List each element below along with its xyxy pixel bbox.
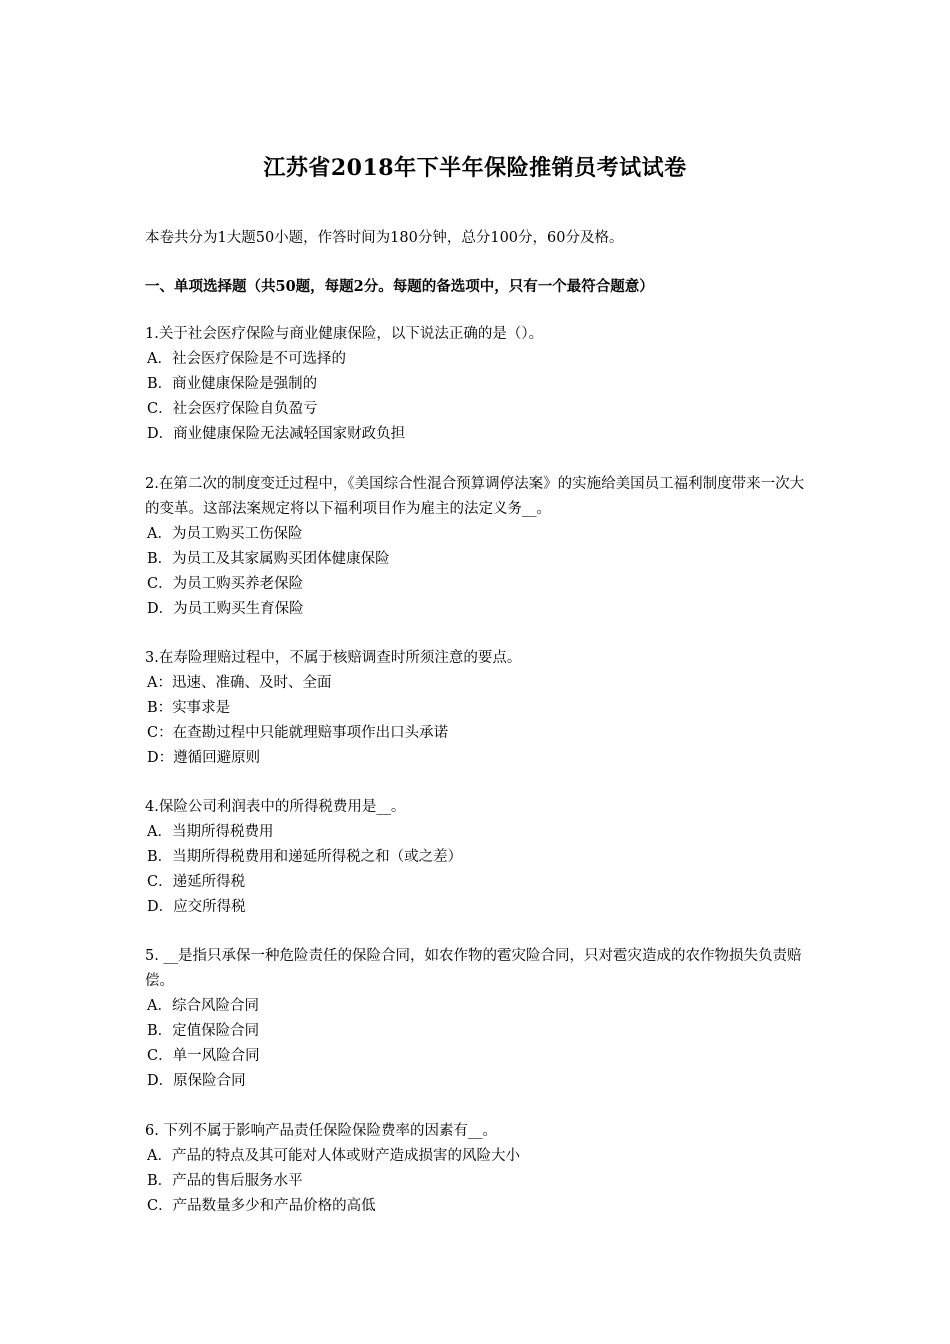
option-a: A：迅速、准确、及时、全面 <box>147 675 332 691</box>
document-title: 江苏省2018年下半年保险推销员考试试卷 <box>263 155 687 181</box>
question-stem: 4.保险公司利润表中的所得税费用是__。 <box>145 799 406 815</box>
option-a: A．社会医疗保险是不可选择的 <box>147 351 346 367</box>
option-a: A．综合风险合同 <box>147 998 259 1014</box>
question-2 <box>145 472 813 622</box>
question-stem: 2.在第二次的制度变迁过程中，《美国综合性混合预算调停法案》的实施给美国员工福利制度带来一次大的变革。这部法案规定将以下福利项目作为雇主的法定义务__。 <box>145 476 805 517</box>
option-c: C．产品数量多少和产品价格的高低 <box>147 1198 376 1214</box>
option-a: A．为员工购买工伤保险 <box>147 526 303 542</box>
option-d: D：遵循回避原则 <box>147 750 261 766</box>
option-c: C．递延所得税 <box>147 874 246 890</box>
exam-intro: 本卷共分为1大题50小题，作答时间为180分钟，总分100分，60分及格。 <box>145 230 624 246</box>
option-d: D．原保险合同 <box>147 1073 246 1089</box>
option-c: C．单一风险合同 <box>147 1048 260 1064</box>
question-3 <box>145 646 813 771</box>
question-stem: 5. __是指只承保一种危险责任的保险合同，如农作物的雹灾险合同，只对雹灾造成的农作物损失负责赔偿。 <box>145 948 802 989</box>
option-b: B：实事求是 <box>147 700 231 716</box>
question-stem: 3.在寿险理赔过程中，不属于核赔调查时所须注意的要点。 <box>145 650 522 666</box>
question-1 <box>145 322 813 447</box>
question-stem: 1.关于社会医疗保险与商业健康保险，以下说法正确的是（）。 <box>145 326 544 342</box>
question-4 <box>145 795 813 920</box>
option-d: D．为员工购买生育保险 <box>147 601 304 617</box>
option-b: B．商业健康保险是强制的 <box>147 376 318 392</box>
option-a: A．当期所得税费用 <box>147 824 274 840</box>
option-d: D．商业健康保险无法减轻国家财政负担 <box>147 426 406 442</box>
option-c: C：在查勘过程中只能就理赔事项作出口头承诺 <box>147 725 449 741</box>
option-d: D．应交所得税 <box>147 899 246 915</box>
question-6 <box>145 1119 813 1219</box>
option-b: B．为员工及其家属购买团体健康保险 <box>147 551 390 567</box>
question-5 <box>145 944 813 1094</box>
option-c: C．社会医疗保险自负盈亏 <box>147 401 318 417</box>
option-b: B．定值保险合同 <box>147 1023 260 1039</box>
option-c: C．为员工购买养老保险 <box>147 576 304 592</box>
section-heading: 一、单项选择题（共50题，每题2分。每题的备选项中，只有一个最符合题意） <box>145 278 654 295</box>
option-b: B．产品的售后服务水平 <box>147 1173 303 1189</box>
question-stem: 6. 下列不属于影响产品责任保险保险费率的因素有__。 <box>145 1123 497 1139</box>
option-a: A．产品的特点及其可能对人体或财产造成损害的风险大小 <box>147 1148 520 1164</box>
option-b: B．当期所得税费用和递延所得税之和（或之差） <box>147 849 463 865</box>
